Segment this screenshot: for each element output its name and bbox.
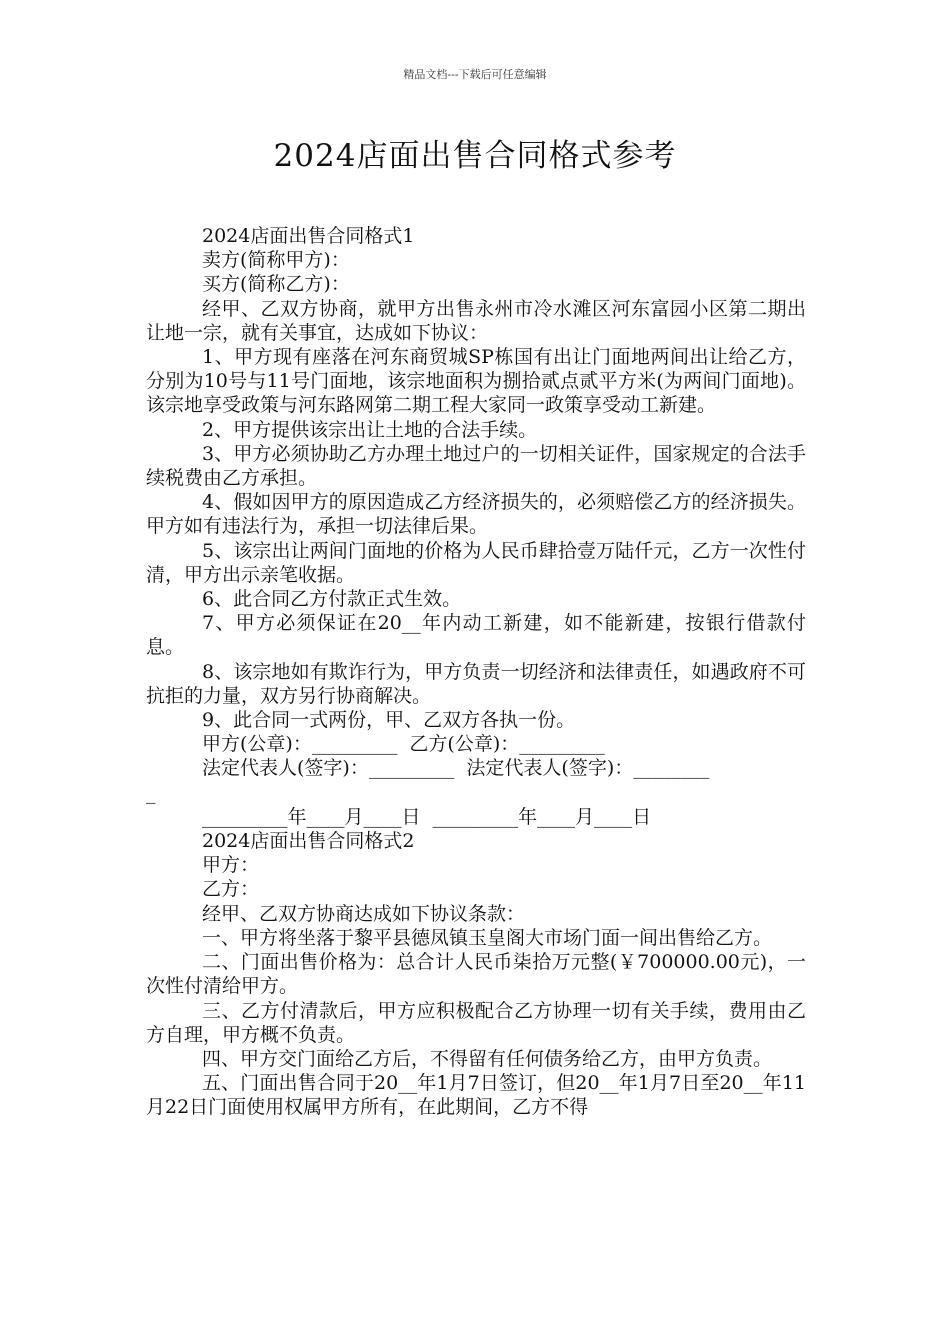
contract2-heading: 2024店面出售合同格式2 bbox=[202, 830, 415, 853]
document-title: 2024店面出售合同格式参考 bbox=[273, 138, 677, 174]
contract1-clause-7: 7、甲方必须保证在20__年内动工新建，如不能新建，按银行借款付息。 bbox=[146, 612, 806, 659]
contract1-clause-4: 4、假如因甲方的原因造成乙方经济损失的，必须赔偿乙方的经济损失。甲方如有违法行为，承担一切法律后果。 bbox=[146, 491, 806, 538]
contract1-clause-1: 1、甲方现有座落在河东商贸城SP栋国有出让门面地两间出让给乙方，分别为10号与11号门面地，该宗地面积为捌拾贰点贰平方米(为两间门面地)。该宗地享受政策与河东路网第二期工程大家同一政策享受动工新建。 bbox=[146, 346, 806, 417]
contract1-clause-5: 5、该宗出让两间门面地的价格为人民币肆拾壹万陆仟元，乙方一次性付清，甲方出示亲笔收据。 bbox=[146, 539, 806, 586]
contract2-intro: 经甲、乙双方协商达成如下协议条款： bbox=[202, 902, 526, 925]
contract2-party-b: 乙方： bbox=[202, 878, 260, 901]
contract1-intro: 经甲、乙双方协商，就甲方出售永州市冷水滩区河东富园小区第二期出让地一宗，就有关事宜，达成如下协议： bbox=[146, 297, 806, 344]
document-body bbox=[146, 224, 806, 1120]
contract1-clause-8: 8、该宗地如有欺诈行为，甲方负责一切经济和法律责任，如遇政府不可抗拒的力量，双方另行协商解决。 bbox=[146, 660, 806, 707]
contract1-clause-9: 9、此合同一式两份，甲、乙双方各执一份。 bbox=[202, 709, 576, 732]
contract2-clause-4: 四、甲方交门面给乙方后，不得留有任何债务给乙方，由甲方负责。 bbox=[202, 1047, 773, 1070]
contract1-seal-line: 甲方(公章)：_________ 乙方(公章)：_________ bbox=[202, 733, 605, 756]
contract1-date-line: _________年____月____日 _________年____月____日 bbox=[202, 805, 652, 828]
contract1-heading: 2024店面出售合同格式1 bbox=[202, 225, 415, 247]
contract1-representative-tail: _ bbox=[146, 781, 156, 804]
contract1-clause-6: 6、此合同乙方付款正式生效。 bbox=[202, 588, 462, 611]
contract2-party-a: 甲方： bbox=[202, 854, 260, 877]
contract1-representative-line: 法定代表人(签字)：_________ 法定代表人(签字)：________ bbox=[202, 757, 710, 780]
contract1-clause-3: 3、甲方必须协助乙方办理土地过户的一切相关证件，国家规定的合法手续税费由乙方承担。 bbox=[146, 442, 806, 490]
contract2-clause-2: 二、门面出售价格为：总合计人民币柒拾万元整(￥700000.00元)，一次性付清给甲方。 bbox=[146, 951, 806, 998]
contract1-seller: 卖方(简称甲方)： bbox=[202, 249, 350, 272]
contract2-clause-5: 五、门面出售合同于20__年1月7日签订，但20__年1月7日至20__年11月22日门面使用权属甲方所有，在此期间，乙方不得 bbox=[146, 1072, 806, 1119]
contract1-buyer: 买方(简称乙方)： bbox=[202, 273, 350, 296]
page-header: 精品文档---下载后可任意编辑 bbox=[403, 68, 547, 81]
contract1-clause-2: 2、甲方提供该宗出让土地的合法手续。 bbox=[202, 418, 538, 441]
contract2-clause-3: 三、乙方付清款后，甲方应积极配合乙方协理一切有关手续，费用由乙方自理，甲方概不负责。 bbox=[146, 999, 806, 1046]
contract2-clause-1: 一、甲方将坐落于黎平县德凤镇玉皇阁大市场门面一间出售给乙方。 bbox=[202, 926, 773, 949]
